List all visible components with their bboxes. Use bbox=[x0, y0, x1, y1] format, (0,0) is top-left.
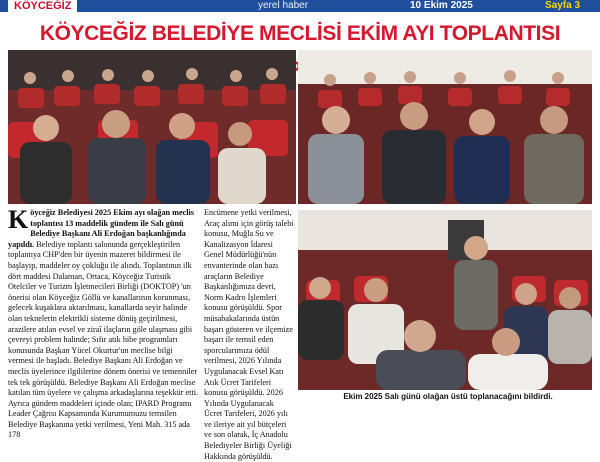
dropcap-letter: K bbox=[8, 205, 29, 234]
page-number: Sayfa 3 bbox=[545, 0, 581, 11]
photo-meeting-left bbox=[8, 50, 296, 204]
photo-meeting-right bbox=[298, 50, 592, 204]
masthead-bar bbox=[0, 0, 600, 12]
photo-meeting-bottom bbox=[298, 210, 592, 390]
article-column-1 bbox=[8, 205, 200, 440]
photo-caption: Ekim 2025 Salı günü olağan üstü toplanacağını bildirdi. bbox=[343, 392, 553, 401]
section-label: yerel haber bbox=[258, 0, 309, 11]
article-headline: KÖYCEĞİZ BELEDİYE MECLİSİ EKİM AYI TOPLANTISI bbox=[39, 22, 561, 45]
article-body-col2: Encümene yetki verilmesi, Araç alımı için görüş talebi konusu, Muğla Su ve Kanalizasyon İdaresi Genel Müdürlüğü'nün envanterinde olan bazı araçların Belediye Başkanlığımıza devri, Norm Kadro İşlemleri konusu görüşüldü. Spor müsabakalarında üstün başarı gösteren ve ilçemize başarı ile temsil eden sporcularımıza ödül verilmesi, 2026 Yılında Uygulanacak Evsel Katı Atık Ücret Tarifeleri konusu görüşüldü. 2026 Yılında Uygulanacak Ücret Tarifeleri, 2026 yılı ve ileriye ait yıl bütçeleri ve son olarak, İç Anadolu Belediyeler Birliği Üyeliği Hakkında görüşüldü. bbox=[204, 208, 294, 461]
article-column-2 bbox=[204, 208, 294, 461]
issue-date: 10 Ekim 2025 bbox=[410, 0, 473, 11]
article-lead: öyceğiz Belediyesi 2025 Ekim ayı olağan meclis toplantısı 13 maddelik gündem ile Salı günü Belediye Başkanı Ali Erdoğan başkanlığında yapıldı. bbox=[8, 208, 194, 249]
meeting-audience-left-image bbox=[8, 50, 296, 204]
newspaper-logo: KÖYCEĞİZ bbox=[8, 0, 77, 12]
meeting-audience-right-image bbox=[298, 50, 592, 204]
article-body-col1-end: Ayrıca gündem maddeleri içinde olan; IPARD Programı Leader Çağrısı Kapsamında Kurumumuzu temsilen Belediye Başkanına yetki verilmesi, Yeni Mah. 315 ada 178 bbox=[8, 398, 192, 440]
meeting-audience-bottom-image bbox=[298, 210, 592, 390]
article-body-col1: Belediye toplantı salonunda gerçekleştirilen toplantıya CHP'den bir üyenin mazeret bildirmesi ile başlayıp, maddeler oy çokluğu ile alındı. Toplantının ilk dört maddesi Dalaman, Ortaca, Köyceğiz Turistik Otelciler ve Turizm İşletmecileri Birliği (DOKTOP) 'un önerisi olan Köyceğiz Göllü ve kanallarının korunması, gelecek kuşaklara aktarılması, kanallarda seyir halinde olan teknelerin elektrikli sisteme dönüş geçirilmesi, arazilere atılan evsel ve ziraî ilaçların göle ulaşması gibi çevreyi problem halinde; Sıfır atık hibe programları konusunda Başkan Yücel Okurtur'un meclise bilgi vermesi ile başladı. Belediye Başkanı Ali Erdoğan ve meclis üyelerince ilgililerine dönem önerisi ve temenniler tek tek görüşüldü. Belediye Başkanı Ali Erdoğan meclise katılan tüm üyelere ve çalışma arkadaşlarına teşekkür etti. bbox=[8, 239, 199, 398]
